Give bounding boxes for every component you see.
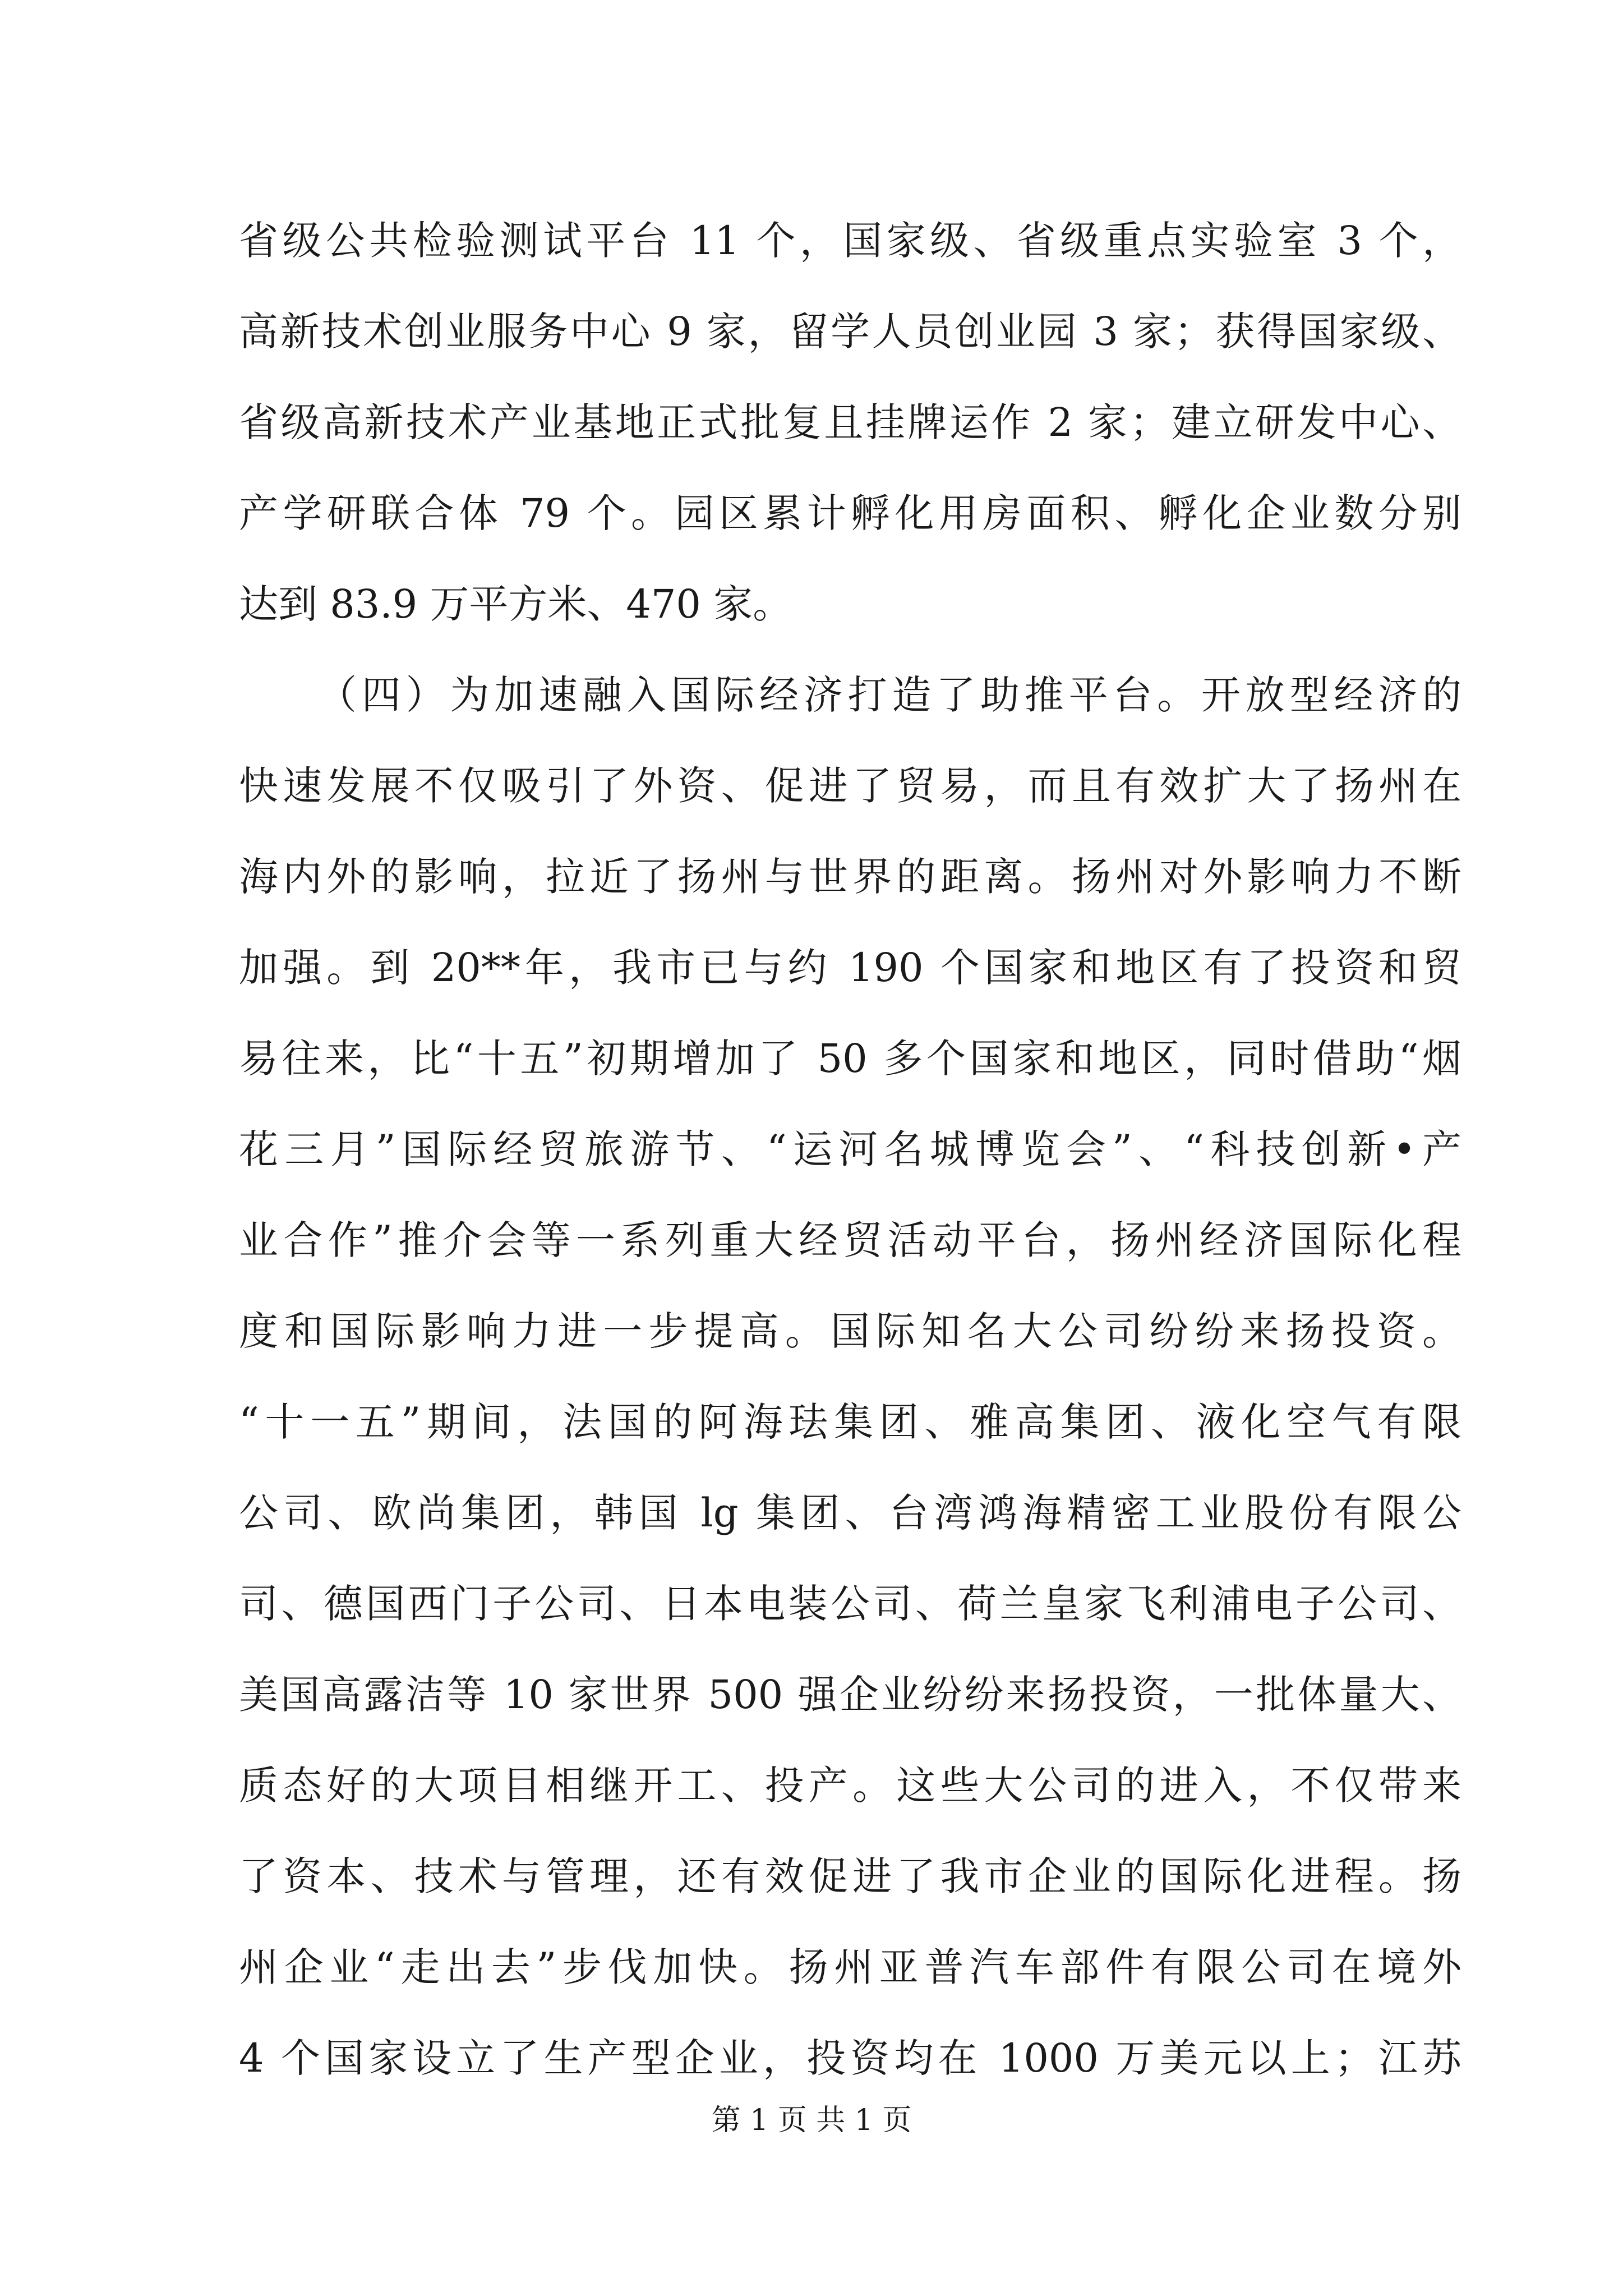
paragraph-1-line-4: 产学研联合体 79 个。园区累计孵化用房面积、孵化企业数分别 [239,490,1461,536]
paragraph-1-line-1: 省级公共检验测试平台 11 个，国家级、省级重点实验室 3 个， [239,218,1461,264]
paragraph-2-line-3: 海内外的影响，拉近了扬州与世界的距离。扬州对外影响力不断 [239,854,1461,900]
paragraph-2-line-6: 花三月”国际经贸旅游节、“运河名城博览会”、“科技创新•产 [239,1126,1461,1172]
paragraph-2-line-12: 美国高露洁等 10 家世界 500 强企业纷纷来扬投资，一批体量大、 [239,1672,1461,1718]
paragraph-2-line-14: 了资本、技术与管理，还有效促进了我市企业的国际化进程。扬 [239,1853,1461,1899]
paragraph-2-line-13: 质态好的大项目相继开工、投产。这些大公司的进入，不仅带来 [239,1763,1461,1809]
paragraph-2-line-5: 易往来，比“十五”初期增加了 50 多个国家和地区，同时借助“烟 [239,1036,1461,1082]
paragraph-2-line-9: “十一五”期间，法国的阿海珐集团、雅高集团、液化空气有限 [239,1399,1461,1445]
paragraph-1-line-5: 达到 83.9 万平方米、470 家。 [239,581,792,627]
paragraph-2-line-4: 加强。到 20**年，我市已与约 190 个国家和地区有了投资和贸 [239,945,1461,991]
page-footer [0,2101,1623,2140]
paragraph-2-line-11: 司、德国西门子公司、日本电装公司、荷兰皇家飞利浦电子公司、 [239,1581,1461,1627]
paragraph-2-line-8: 度和国际影响力进一步提高。国际知名大公司纷纷来扬投资。 [239,1308,1461,1354]
paragraph-2-line-1: （四）为加速融入国际经济打造了助推平台。开放型经济的 [317,672,1461,718]
paragraph-2-line-10: 公司、欧尚集团，韩国 lg 集团、台湾鸿海精密工业股份有限公 [239,1490,1461,1536]
paragraph-2-line-7: 业合作”推介会等一系列重大经贸活动平台，扬州经济国际化程 [239,1217,1461,1263]
paragraph-2-line-2: 快速发展不仅吸引了外资、促进了贸易，而且有效扩大了扬州在 [239,763,1461,809]
document-body [239,195,1461,2104]
page-number-label: 第 1 页 共 1 页 [711,2104,912,2137]
paragraph-1-line-3: 省级高新技术产业基地正式批复且挂牌运作 2 家；建立研发中心、 [239,399,1461,445]
paragraph-1-line-2: 高新技术创业服务中心 9 家，留学人员创业园 3 家；获得国家级、 [239,309,1461,355]
paragraph-2-line-16: 4 个国家设立了生产型企业，投资均在 1000 万美元以上；江苏 [239,2035,1461,2081]
paragraph-2-line-15: 州企业“走出去”步伐加快。扬州亚普汽车部件有限公司在境外 [239,1944,1461,1990]
